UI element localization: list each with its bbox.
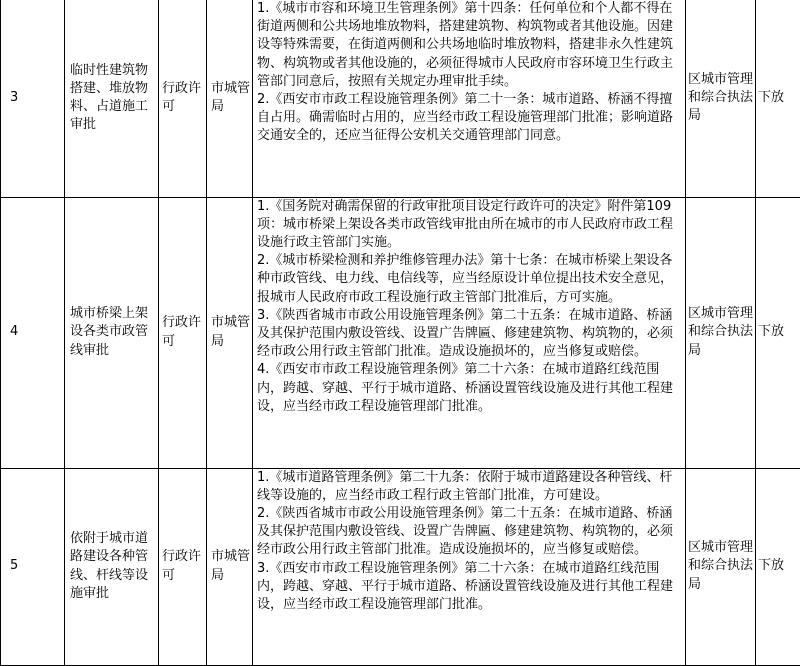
legal-basis-clause: 2.《陕西省城市市政公用设施管理条例》第二十五条：在城市道路、桥涵及其保护范围内敷设管线、设置广告牌匾、修建建筑物、构筑物的，必须经市政公用行政主管部门批准。造成设施损坏的，应当修复或赔偿。 [257, 505, 682, 560]
item-category: 行政许可 [159, 0, 207, 197]
item-name: 城市桥梁上架设各类市政管线审批 [65, 197, 159, 468]
implementing-department: 市城管局 [207, 197, 253, 468]
receiving-agency: 区城市管理和综合执法局 [686, 197, 756, 468]
table-row [1, 0, 800, 197]
legal-basis [253, 468, 686, 665]
legal-basis [253, 0, 686, 197]
item-category: 行政许可 [159, 197, 207, 468]
legal-basis [253, 197, 686, 468]
adjustment-type: 下放 [756, 0, 800, 197]
legal-basis-clause: 3.《西安市市政工程设施管理条例》第二十六条：在城市道路红线范围内，跨越、穿越、平行于城市道路、桥涵设置管线设施及进行其他工程建设，应当经市政工程设施管理部门批准。 [257, 560, 682, 615]
implementing-department: 市城管局 [207, 468, 253, 665]
row-number: 5 [1, 468, 65, 665]
table-row [1, 197, 800, 468]
item-category: 行政许可 [159, 468, 207, 665]
legal-basis-clause: 4.《西安市市政工程设施管理条例》第二十六条：在城市道路红线范围内，跨越、穿越、平行于城市道路、桥涵设置管线设施及进行其他工程建设，应当经市政工程设施管理部门批准。 [257, 361, 682, 416]
item-name: 临时性建筑物搭建、堆放物料、占道施工审批 [65, 0, 159, 197]
legal-basis-clause: 2.《城市桥梁检测和养护维修管理办法》第十七条：在城市桥梁上架设各种市政管线、电力线、电信线等，应当经原设计单位提出技术安全意见，报城市人民政府市政工程设施行政主管部门批准后，方可实施。 [257, 252, 682, 307]
receiving-agency: 区城市管理和综合执法局 [686, 468, 756, 665]
item-name: 依附于城市道路建设各种管线、杆线等设施审批 [65, 468, 159, 665]
implementing-department: 市城管局 [207, 0, 253, 197]
adjustment-type: 下放 [756, 197, 800, 468]
legal-basis-clause: 2.《西安市市政工程设施管理条例》第二十一条：城市道路、桥涵不得擅自占用。确需临时占用的，应当经市政工程设施管理部门批准；影响道路交通安全的，还应当征得公安机关交通管理部门同意。 [257, 91, 682, 146]
adjustment-type: 下放 [756, 468, 800, 665]
legal-basis-clause: 1.《城市市容和环境卫生管理条例》第十四条：任何单位和个人都不得在街道两侧和公共场地堆放物料，搭建建筑物、构筑物或者其他设施。因建设等特殊需要，在街道两侧和公共场地临时堆放物料，搭建非永久性建筑物、构筑物或者其他设施的，必须征得城市人民政府市容环境卫生行政主管部门同意后，按照有关规定办理审批手续。 [257, 0, 682, 91]
legal-basis-clause: 1.《城市道路管理条例》第二十九条：依附于城市道路建设各种管线、杆线等设施的，应当经市政工程行政主管部门批准，方可建设。 [257, 469, 682, 505]
table-row [1, 468, 800, 665]
legal-basis-clause: 1.《国务院对确需保留的行政审批项目设定行政许可的决定》附件第109项：城市桥梁上架设各类市政管线审批由所在城市的市人民政府市政工程设施行政主管部门实施。 [257, 198, 682, 253]
row-number: 3 [1, 0, 65, 197]
receiving-agency: 区城市管理和综合执法局 [686, 0, 756, 197]
legal-basis-clause: 3.《陕西省城市市政公用设施管理条例》第二十五条：在城市道路、桥涵及其保护范围内敷设管线、设置广告牌匾、修建建筑物、构筑物的，必须经市政公用行政主管部门批准。造成设施损坏的，应当修复或赔偿。 [257, 307, 682, 362]
row-number: 4 [1, 197, 65, 468]
